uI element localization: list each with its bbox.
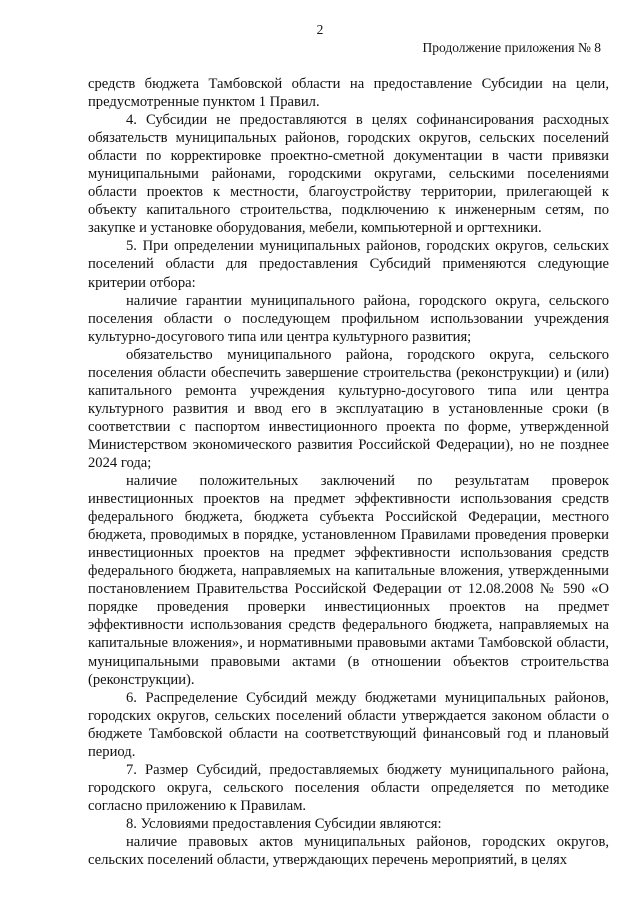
paragraph-item-4: 4. Субсидии не предоставляются в целях софинансирования расходных обязательств муниципальных районов, городских округов, сельских поселений области по корректировке проектно-сметной документации в части привязки муниципальными районами, городскими округами, сельскими поселениями области проектов к местности, благоустройству территории, прилегающей к объекту капитального строительства, подключению к инженерным сетям, по закупке и установке оборудования, мебели, компьютерной и оргтехники. — [88, 112, 609, 237]
criterion-conclusions: наличие положительных заключений по результатам проверок инвестиционных проектов на предмет эффективности использования средств федерального бюджета, бюджета субъекта Российской Федерации, местного бюджета, проводимых в порядке, установленном Правилами проведения проверки инвестиционных проектов на предмет эффективности использования средств федерального бюджета, направляемых на капитальные вложения, утвержденными постановлением Правительства Российской Федерации от 12.08.2008 № 590 «О порядке проведения проверки инвестиционных проектов на предмет эффективности использования средств федерального бюджета, направляемых на капитальные вложения», и нормативными правовыми актами Тамбовской области, муниципальными правовыми актами (в отношении объектов строительства (реконструкции). — [88, 473, 609, 688]
condition-legal-acts: наличие правовых актов муниципальных районов, городских округов, сельских поселений области, утверждающих перечень мероприятий, в целях — [88, 833, 609, 869]
criterion-obligation: обязательство муниципального района, городского округа, сельского поселения области обеспечить завершение строительства (реконструкции) и (или) капитального ремонта учреждения культурно-досугового типа или центра культурного развития и ввод его в эксплуатацию в установленные сроки (в соответствии с паспортом инвестиционного проекта по форме, утвержденной Министерством экономического развития Российской Федерации), но не позднее 2024 года; — [88, 346, 609, 471]
paragraph-item-8: 8. Условиями предоставления Субсидии являются: — [126, 815, 442, 832]
appendix-continuation-label: Продолжение приложения № 8 — [422, 40, 601, 55]
paragraph-item-7: 7. Размер Субсидий, предоставляемых бюджету муниципального района, городского округа, сельского поселения области определяется по методике согласно приложению к Правилам. — [88, 761, 609, 814]
paragraph-continuation: средств бюджета Тамбовской области на предоставление Субсидии на цели, предусмотренные пунктом 1 Правил. — [88, 76, 609, 111]
paragraph-item-6: 6. Распределение Субсидий между бюджетами муниципальных районов, городских округов, сельских поселений области утверждается законом области о бюджете Тамбовской области на соответствующий финансовый год и плановый период. — [88, 689, 609, 760]
criterion-guarantee: наличие гарантии муниципального района, городского округа, сельского поселения области о последующем профильном использовании учреждения культурно-досугового типа или центра культурного развития; — [88, 292, 609, 345]
page-number: 2 — [316, 22, 324, 37]
paragraph-item-5: 5. При определении муниципальных районов, городских округов, сельских поселений области для предоставления Субсидий применяются следующие критерии отбора: — [88, 238, 609, 291]
document-body — [88, 75, 609, 869]
